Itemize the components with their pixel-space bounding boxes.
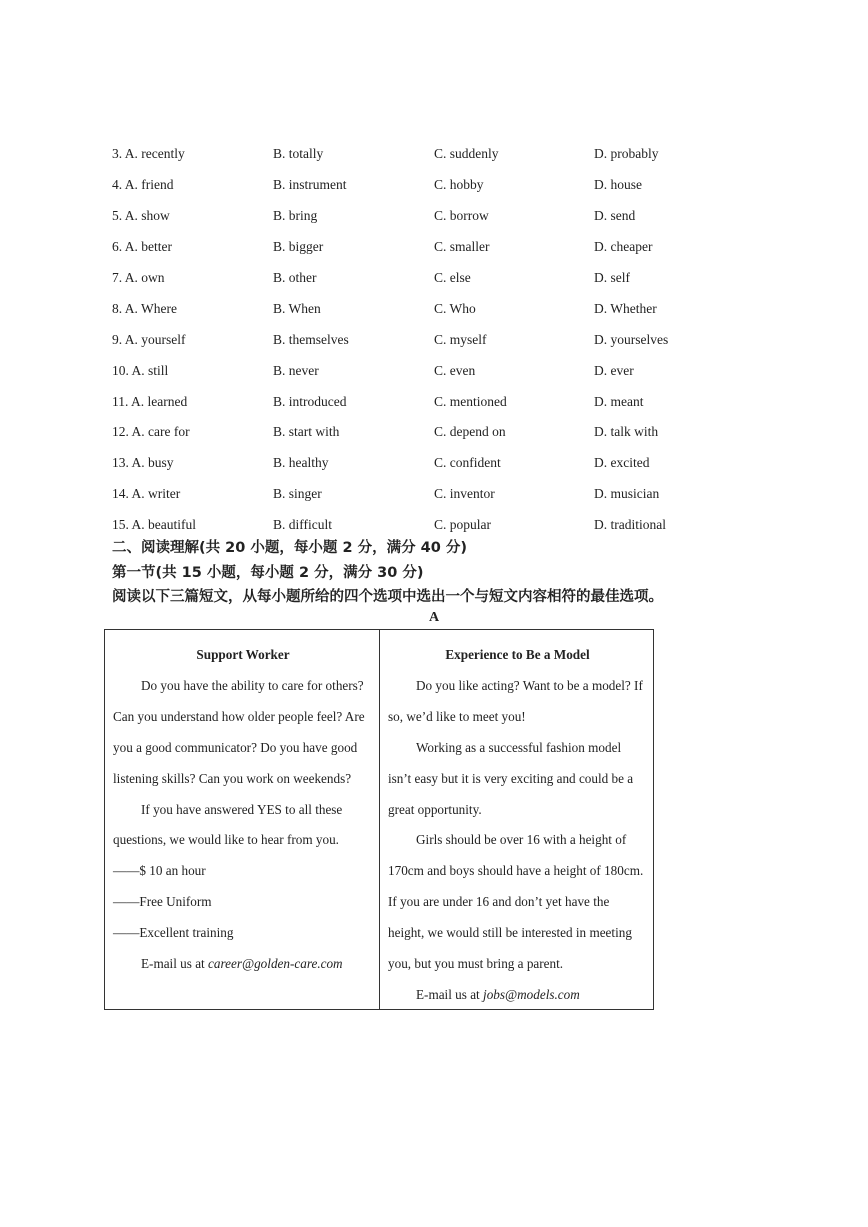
option-a: 12. A. care for [112,424,190,440]
option-a: 11. A. learned [112,393,188,409]
question-row [112,324,752,355]
question-row [112,355,752,386]
multiple-choice-options [112,139,752,541]
option-d: D. send [594,208,636,224]
question-row [112,170,752,201]
question-row [112,293,752,324]
option-d: D. probably [594,146,659,162]
question-row [112,139,752,170]
option-d: D. excited [594,455,650,471]
option-c: C. suddenly [434,146,499,162]
option-c: C. smaller [434,239,490,255]
option-a: 7. A. own [112,270,165,285]
option-c: C. even [434,362,476,378]
section-title: 二、阅读理解(共 20 小题，每小题 2 分，满分 40 分) [112,540,467,556]
instruction-text: 阅读以下三篇短文，从每小题所给的四个选项中选出一个与短文内容相符的最佳选项。 [112,589,663,605]
option-b: B. singer [273,486,322,502]
option-c: C. popular [434,517,491,533]
option-b: B. other [273,270,317,285]
passage-label: A [428,610,440,625]
option-d: D. self [594,270,630,285]
option-c: C. depend on [434,424,506,440]
option-a: 4. A. friend [112,177,174,193]
option-a: 10. A. still [112,362,169,378]
option-a: 6. A. better [112,239,172,255]
option-b: B. difficult [273,517,332,533]
option-a: 13. A. busy [112,455,174,471]
option-b: B. bring [273,208,318,224]
option-d: D. musician [594,486,660,502]
option-b: B. When [273,300,321,316]
option-d: D. house [594,177,642,193]
ad-contact: E-mail us at jobs@models.com [416,986,580,1002]
option-a: 8. A. Where [112,300,177,316]
option-c: C. mentioned [434,393,507,409]
ads-table [104,629,654,1010]
option-d: D. meant [594,393,644,409]
ad-perk: ——$ 10 an hour [113,863,206,879]
question-row [112,479,752,510]
question-row [112,263,752,294]
option-b: B. totally [273,146,324,162]
option-b: B. start with [273,424,340,440]
question-row [112,201,752,232]
option-b: B. themselves [273,331,349,347]
option-d: D. Whether [594,300,657,316]
ad-title: Experience to Be a Model [445,647,590,662]
part-title: 第一节(共 15 小题，每小题 2 分，满分 30 分) [112,565,424,581]
option-a: 14. A. writer [112,486,181,502]
option-b: B. introduced [273,393,347,409]
option-b: B. bigger [273,239,324,255]
option-d: D. yourselves [594,331,669,347]
email-link[interactable]: jobs@models.com [483,986,580,1002]
ad-paragraph: Do you like acting? Want to be a model? If so, we’d like to meet you! [388,677,643,724]
ad-paragraph: Girls should be over 16 with a height of 170cm and boys should have a height of 180cm. If you are under 16 and don’t yet have the height, we would still be interested in meeting you, but you must bring a parent. [388,832,644,972]
question-row [112,448,752,479]
ad-paragraph: Do you have the ability to care for others? Can you understand how older people feel? Are you a good communicator? Do you have good listening skills? Can you work on weekends? [113,677,365,786]
option-d: D. cheaper [594,239,653,255]
ad-perk: ——Free Uniform [113,894,212,910]
option-d: D. ever [594,362,634,378]
ad-title: Support Worker [196,647,290,662]
question-row [112,232,752,263]
option-c: C. borrow [434,208,489,224]
option-a: 9. A. yourself [112,331,186,347]
question-row [112,417,752,448]
option-a: 15. A. beautiful [112,517,196,533]
option-c: C. inventor [434,486,495,502]
ad-support-worker [105,630,379,1009]
option-b: B. never [273,362,319,378]
option-d: D. talk with [594,424,659,440]
ad-contact: E-mail us at career@golden-care.com [141,956,343,972]
option-a: 5. A. show [112,208,170,224]
option-b: B. instrument [273,177,347,193]
ad-paragraph: If you have answered YES to all these questions, we would like to hear from you. [113,801,343,848]
option-d: D. traditional [594,517,666,533]
option-c: C. Who [434,300,476,316]
email-link[interactable]: career@golden-care.com [208,956,343,972]
option-c: C. hobby [434,177,484,193]
ad-model [379,630,653,1009]
option-c: C. myself [434,331,487,347]
option-b: B. healthy [273,455,329,471]
option-c: C. else [434,270,471,285]
ad-paragraph: Working as a successful fashion model isn’t easy but it is very exciting and could be a great opportunity. [388,739,634,817]
option-c: C. confident [434,455,501,471]
option-a: 3. A. recently [112,146,185,162]
question-row [112,386,752,417]
ad-perk: ——Excellent training [113,925,234,941]
